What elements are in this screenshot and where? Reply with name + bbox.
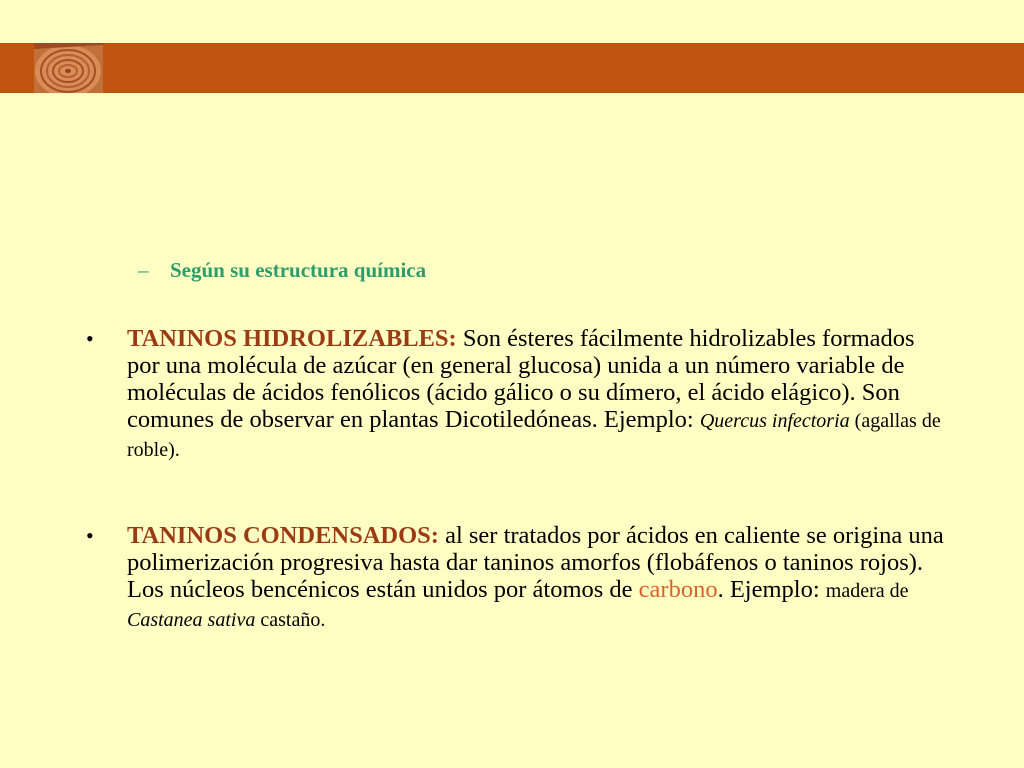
subheading [138, 258, 426, 283]
bullet-condensed-tannins [86, 522, 946, 634]
bullet-body [127, 325, 946, 464]
bullet-text-after: . Ejemplo: [717, 576, 826, 603]
bullet-term: TANINOS CONDENSADOS: [127, 522, 439, 549]
bullet-hydrolyzable-tannins [86, 325, 946, 464]
species-name: Castanea sativa [127, 609, 256, 631]
wood-cross-section-icon [34, 43, 103, 93]
bullet-mark: • [86, 326, 94, 351]
highlight-word: carbono [638, 576, 718, 603]
species-name: Quercus infectoria [699, 410, 850, 432]
bullet-text: Son ésteres fácilmente hidrolizables formados por una molécula de azúcar (en general glucosa) unida a un número variable de moléculas de ácidos fenólicos (ácido gálico o su dímero, el ácido elágico). Son comunes de observar en plantas Dicotiledóneas. Ejemplo: [127, 325, 915, 433]
subheading-dash: – [138, 258, 149, 282]
bullet-body [127, 522, 946, 634]
species-note: (agallas de roble). [127, 410, 941, 461]
bullet-mark: • [86, 523, 94, 548]
example-prefix: madera de [825, 580, 909, 602]
bullet-text: al ser tratados por ácidos en caliente se origina una polimerización progresiva hasta dar taninos amorfos (flobáfenos o taninos rojos). Los núcleos bencénicos están unidos por átomos de [127, 522, 944, 603]
species-note: castaño. [255, 609, 326, 631]
subheading-text: Según su estructura química [170, 258, 427, 282]
bullet-term: TANINOS HIDROLIZABLES: [127, 325, 457, 352]
header-band [0, 43, 1024, 93]
